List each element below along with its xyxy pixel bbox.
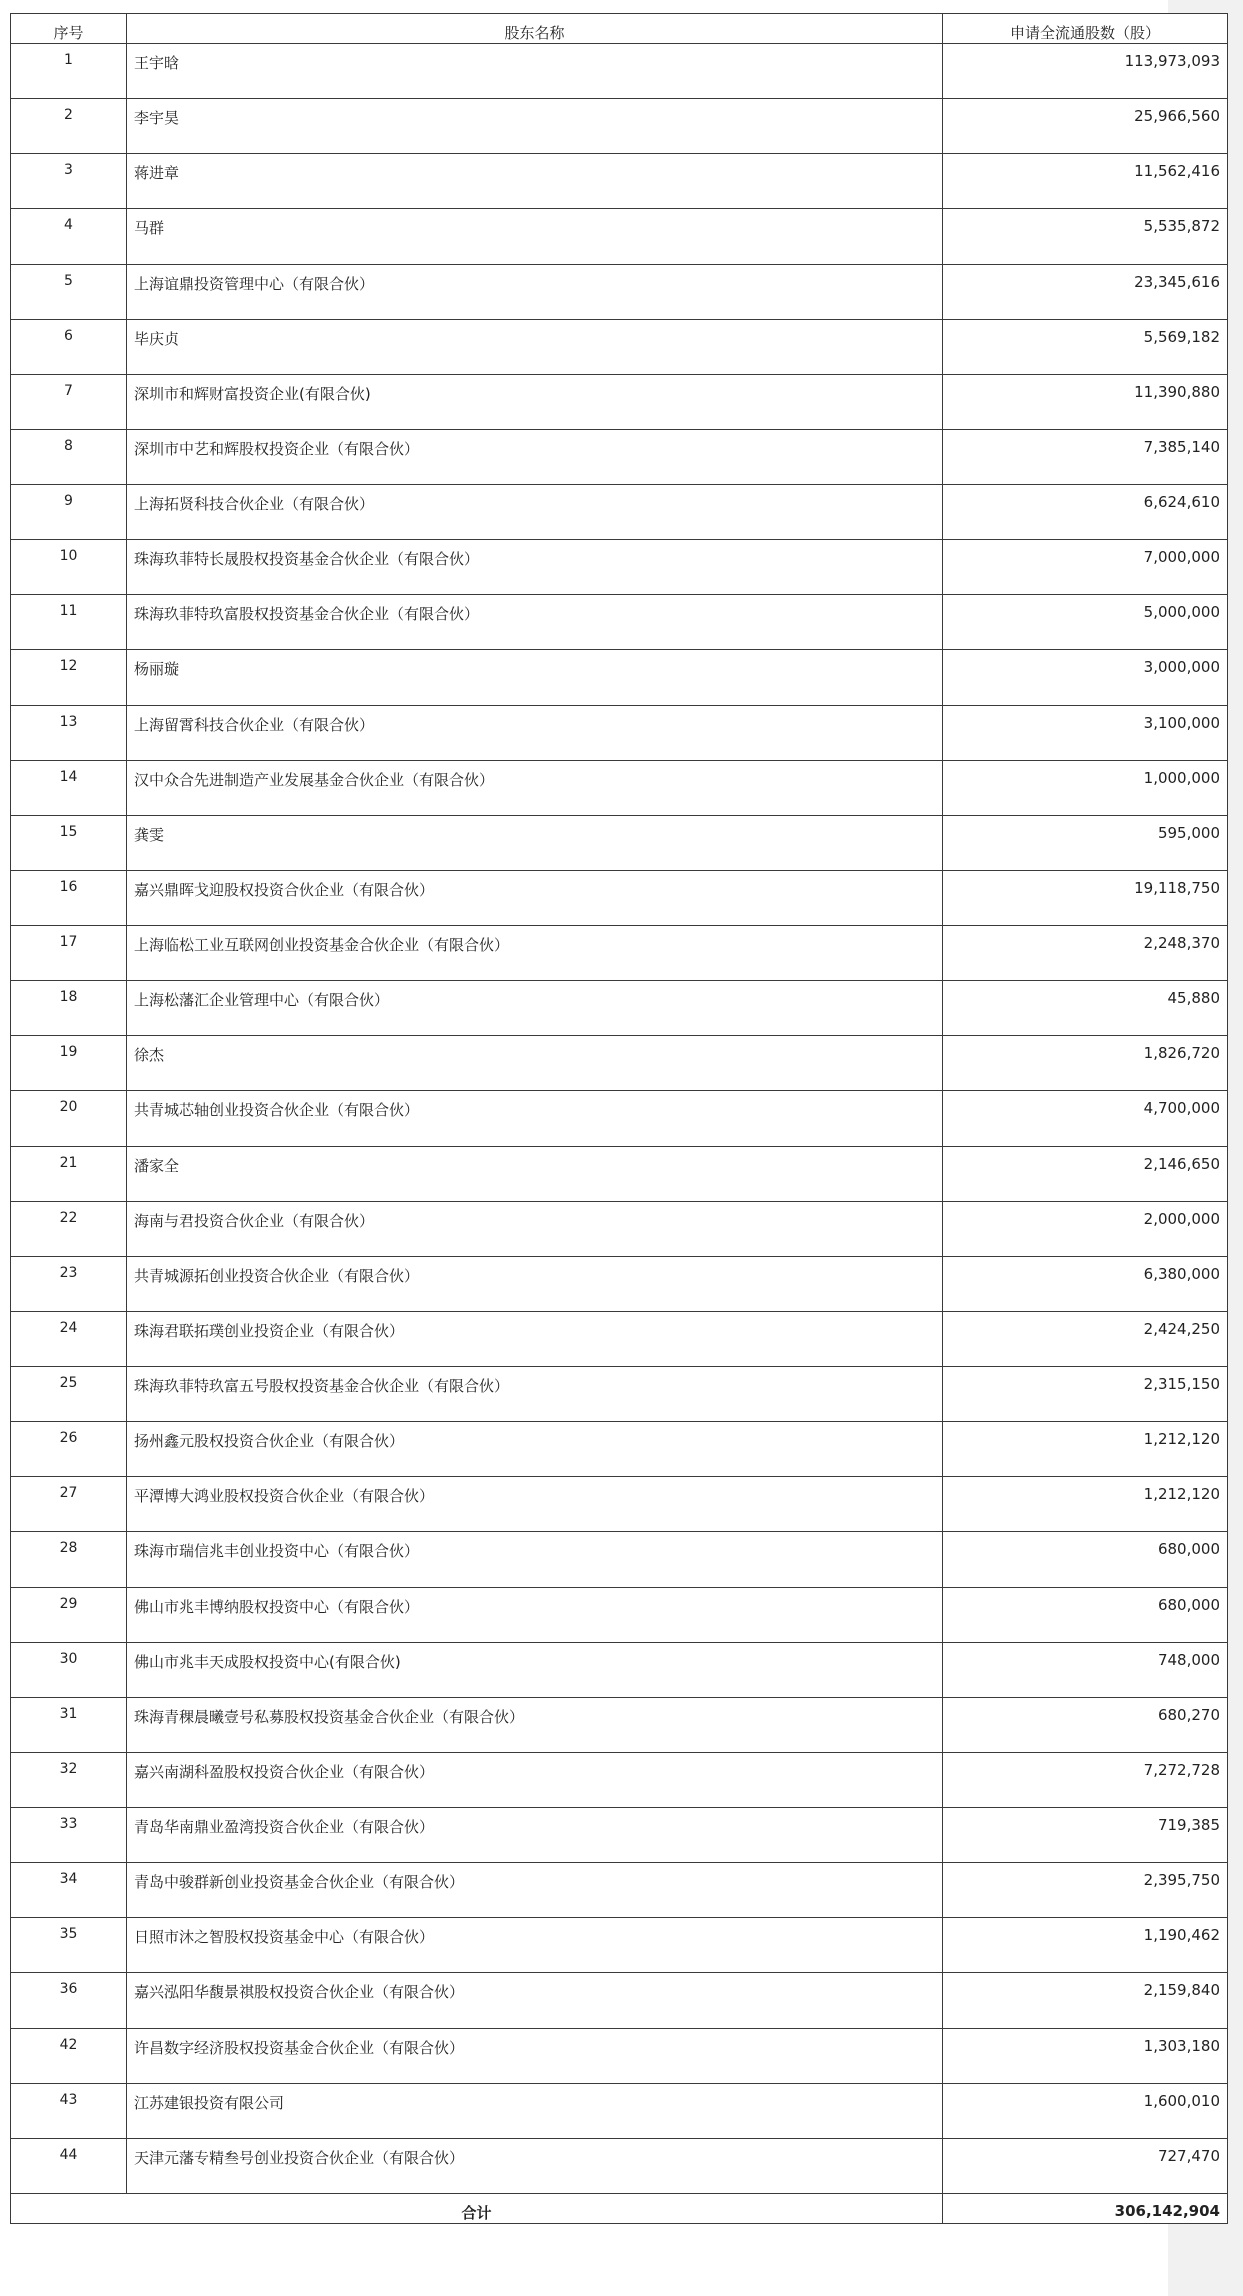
row-shareholder-name: 珠海玖菲特长晟股权投资基金合伙企业（有限合伙） bbox=[127, 540, 943, 595]
row-shareholder-name: 马群 bbox=[127, 209, 943, 264]
table-row bbox=[11, 154, 1228, 209]
row-index: 24 bbox=[11, 1311, 127, 1366]
row-shareholder-name: 毕庆贞 bbox=[127, 319, 943, 374]
table-row bbox=[11, 1587, 1228, 1642]
table-row bbox=[11, 319, 1228, 374]
row-shares: 1,000,000 bbox=[943, 760, 1228, 815]
table-row bbox=[11, 2138, 1228, 2193]
row-shareholder-name: 江苏建银投资有限公司 bbox=[127, 2083, 943, 2138]
table-row bbox=[11, 1201, 1228, 1256]
row-index: 42 bbox=[11, 2028, 127, 2083]
row-index: 33 bbox=[11, 1808, 127, 1863]
row-index: 36 bbox=[11, 1973, 127, 2028]
row-index: 34 bbox=[11, 1863, 127, 1918]
row-index: 18 bbox=[11, 981, 127, 1036]
table-row bbox=[11, 1422, 1228, 1477]
row-shareholder-name: 平潭博大鸿业股权投资合伙企业（有限合伙） bbox=[127, 1477, 943, 1532]
row-shareholder-name: 上海留霄科技合伙企业（有限合伙） bbox=[127, 705, 943, 760]
row-shares: 680,000 bbox=[943, 1587, 1228, 1642]
row-index: 43 bbox=[11, 2083, 127, 2138]
row-index: 32 bbox=[11, 1752, 127, 1807]
row-shares: 5,000,000 bbox=[943, 595, 1228, 650]
row-shares: 595,000 bbox=[943, 815, 1228, 870]
total-row bbox=[11, 2194, 1228, 2224]
row-shares: 1,826,720 bbox=[943, 1036, 1228, 1091]
row-shares: 5,535,872 bbox=[943, 209, 1228, 264]
shareholder-table bbox=[10, 13, 1228, 2224]
table-row bbox=[11, 540, 1228, 595]
row-index: 25 bbox=[11, 1367, 127, 1422]
row-shares: 680,000 bbox=[943, 1532, 1228, 1587]
table-row bbox=[11, 1918, 1228, 1973]
table-row bbox=[11, 1697, 1228, 1752]
row-shareholder-name: 杨丽璇 bbox=[127, 650, 943, 705]
row-index: 15 bbox=[11, 815, 127, 870]
row-shareholder-name: 共青城源拓创业投资合伙企业（有限合伙） bbox=[127, 1256, 943, 1311]
row-shares: 3,100,000 bbox=[943, 705, 1228, 760]
table-row bbox=[11, 2083, 1228, 2138]
row-shareholder-name: 海南与君投资合伙企业（有限合伙） bbox=[127, 1201, 943, 1256]
table-row bbox=[11, 1091, 1228, 1146]
row-shareholder-name: 王宇晗 bbox=[127, 44, 943, 99]
row-shares: 2,315,150 bbox=[943, 1367, 1228, 1422]
row-shareholder-name: 李宇昊 bbox=[127, 99, 943, 154]
row-index: 35 bbox=[11, 1918, 127, 1973]
row-shareholder-name: 许昌数字经济股权投资基金合伙企业（有限合伙） bbox=[127, 2028, 943, 2083]
table-row bbox=[11, 2028, 1228, 2083]
row-shares: 1,212,120 bbox=[943, 1477, 1228, 1532]
table-row bbox=[11, 429, 1228, 484]
row-shareholder-name: 汉中众合先进制造产业发展基金合伙企业（有限合伙） bbox=[127, 760, 943, 815]
row-shares: 11,390,880 bbox=[943, 374, 1228, 429]
row-shareholder-name: 上海临松工业互联网创业投资基金合伙企业（有限合伙） bbox=[127, 926, 943, 981]
row-shares: 1,600,010 bbox=[943, 2083, 1228, 2138]
row-index: 28 bbox=[11, 1532, 127, 1587]
row-shareholder-name: 嘉兴鼎晖戈迎股权投资合伙企业（有限合伙） bbox=[127, 870, 943, 925]
table-row bbox=[11, 760, 1228, 815]
row-index: 9 bbox=[11, 485, 127, 540]
row-index: 6 bbox=[11, 319, 127, 374]
row-shareholder-name: 珠海青稞晨曦壹号私募股权投资基金合伙企业（有限合伙） bbox=[127, 1697, 943, 1752]
row-shareholder-name: 潘家全 bbox=[127, 1146, 943, 1201]
row-shares: 2,424,250 bbox=[943, 1311, 1228, 1366]
row-index: 1 bbox=[11, 44, 127, 99]
row-shareholder-name: 佛山市兆丰天成股权投资中心(有限合伙) bbox=[127, 1642, 943, 1697]
row-shares: 11,562,416 bbox=[943, 154, 1228, 209]
row-index: 29 bbox=[11, 1587, 127, 1642]
row-shares: 1,212,120 bbox=[943, 1422, 1228, 1477]
table-row bbox=[11, 99, 1228, 154]
table-row bbox=[11, 1036, 1228, 1091]
row-shares: 23,345,616 bbox=[943, 264, 1228, 319]
row-shares: 25,966,560 bbox=[943, 99, 1228, 154]
row-shareholder-name: 珠海玖菲特玖富股权投资基金合伙企业（有限合伙） bbox=[127, 595, 943, 650]
row-shares: 1,303,180 bbox=[943, 2028, 1228, 2083]
table-row bbox=[11, 926, 1228, 981]
row-index: 14 bbox=[11, 760, 127, 815]
row-shareholder-name: 佛山市兆丰博纳股权投资中心（有限合伙） bbox=[127, 1587, 943, 1642]
row-shares: 6,380,000 bbox=[943, 1256, 1228, 1311]
row-shares: 1,190,462 bbox=[943, 1918, 1228, 1973]
table-row bbox=[11, 1477, 1228, 1532]
row-shareholder-name: 扬州鑫元股权投资合伙企业（有限合伙） bbox=[127, 1422, 943, 1477]
table-body bbox=[11, 44, 1228, 2194]
table-row bbox=[11, 264, 1228, 319]
header-index: 序号 bbox=[11, 14, 127, 44]
row-shareholder-name: 上海松藩汇企业管理中心（有限合伙） bbox=[127, 981, 943, 1036]
row-index: 16 bbox=[11, 870, 127, 925]
table-row bbox=[11, 815, 1228, 870]
row-index: 2 bbox=[11, 99, 127, 154]
row-index: 21 bbox=[11, 1146, 127, 1201]
table-row bbox=[11, 1367, 1228, 1422]
table-row bbox=[11, 1863, 1228, 1918]
row-shares: 2,248,370 bbox=[943, 926, 1228, 981]
total-label: 合计 bbox=[11, 2194, 943, 2224]
row-shares: 748,000 bbox=[943, 1642, 1228, 1697]
table-row bbox=[11, 1642, 1228, 1697]
row-shares: 2,000,000 bbox=[943, 1201, 1228, 1256]
header-shares: 申请全流通股数（股） bbox=[943, 14, 1228, 44]
table-row bbox=[11, 1808, 1228, 1863]
table-row bbox=[11, 1146, 1228, 1201]
row-shareholder-name: 珠海市瑞信兆丰创业投资中心（有限合伙） bbox=[127, 1532, 943, 1587]
total-shares: 306,142,904 bbox=[943, 2194, 1228, 2224]
table-row bbox=[11, 374, 1228, 429]
table-row bbox=[11, 981, 1228, 1036]
row-shares: 113,973,093 bbox=[943, 44, 1228, 99]
row-index: 23 bbox=[11, 1256, 127, 1311]
row-shares: 680,270 bbox=[943, 1697, 1228, 1752]
table-header-row bbox=[11, 14, 1228, 44]
row-shares: 7,385,140 bbox=[943, 429, 1228, 484]
row-index: 13 bbox=[11, 705, 127, 760]
row-shares: 3,000,000 bbox=[943, 650, 1228, 705]
table-row bbox=[11, 1311, 1228, 1366]
row-shares: 727,470 bbox=[943, 2138, 1228, 2193]
row-index: 20 bbox=[11, 1091, 127, 1146]
row-shareholder-name: 徐杰 bbox=[127, 1036, 943, 1091]
row-shares: 2,146,650 bbox=[943, 1146, 1228, 1201]
row-shareholder-name: 共青城芯轴创业投资合伙企业（有限合伙） bbox=[127, 1091, 943, 1146]
table-row bbox=[11, 870, 1228, 925]
row-index: 12 bbox=[11, 650, 127, 705]
table-row bbox=[11, 1973, 1228, 2028]
table-row bbox=[11, 1752, 1228, 1807]
row-index: 31 bbox=[11, 1697, 127, 1752]
row-index: 3 bbox=[11, 154, 127, 209]
row-shareholder-name: 嘉兴泓阳华馥景祺股权投资合伙企业（有限合伙） bbox=[127, 1973, 943, 2028]
row-shareholder-name: 珠海玖菲特玖富五号股权投资基金合伙企业（有限合伙） bbox=[127, 1367, 943, 1422]
row-index: 44 bbox=[11, 2138, 127, 2193]
row-shares: 45,880 bbox=[943, 981, 1228, 1036]
row-shares: 5,569,182 bbox=[943, 319, 1228, 374]
table-row bbox=[11, 595, 1228, 650]
row-shareholder-name: 日照市沐之智股权投资基金中心（有限合伙） bbox=[127, 1918, 943, 1973]
row-shareholder-name: 青岛华南鼎业盈湾投资合伙企业（有限合伙） bbox=[127, 1808, 943, 1863]
row-index: 17 bbox=[11, 926, 127, 981]
row-index: 11 bbox=[11, 595, 127, 650]
row-index: 5 bbox=[11, 264, 127, 319]
row-index: 4 bbox=[11, 209, 127, 264]
table-row bbox=[11, 705, 1228, 760]
row-shares: 19,118,750 bbox=[943, 870, 1228, 925]
row-shares: 6,624,610 bbox=[943, 485, 1228, 540]
table-row bbox=[11, 44, 1228, 99]
row-shareholder-name: 珠海君联拓璞创业投资企业（有限合伙） bbox=[127, 1311, 943, 1366]
row-shareholder-name: 嘉兴南湖科盈股权投资合伙企业（有限合伙） bbox=[127, 1752, 943, 1807]
row-shareholder-name: 深圳市和辉财富投资企业(有限合伙) bbox=[127, 374, 943, 429]
row-shares: 2,395,750 bbox=[943, 1863, 1228, 1918]
row-index: 27 bbox=[11, 1477, 127, 1532]
table-row bbox=[11, 209, 1228, 264]
row-shares: 4,700,000 bbox=[943, 1091, 1228, 1146]
table-row bbox=[11, 1532, 1228, 1587]
row-shareholder-name: 龚雯 bbox=[127, 815, 943, 870]
header-shareholder-name: 股东名称 bbox=[127, 14, 943, 44]
table-row bbox=[11, 650, 1228, 705]
row-index: 7 bbox=[11, 374, 127, 429]
row-shareholder-name: 上海拓贤科技合伙企业（有限合伙） bbox=[127, 485, 943, 540]
table-row bbox=[11, 1256, 1228, 1311]
row-index: 10 bbox=[11, 540, 127, 595]
row-shareholder-name: 青岛中骏群新创业投资基金合伙企业（有限合伙） bbox=[127, 1863, 943, 1918]
row-shares: 719,385 bbox=[943, 1808, 1228, 1863]
row-shareholder-name: 天津元藩专精叁号创业投资合伙企业（有限合伙） bbox=[127, 2138, 943, 2193]
row-shares: 7,000,000 bbox=[943, 540, 1228, 595]
row-shareholder-name: 蒋进章 bbox=[127, 154, 943, 209]
row-index: 26 bbox=[11, 1422, 127, 1477]
row-shareholder-name: 上海谊鼎投资管理中心（有限合伙） bbox=[127, 264, 943, 319]
row-shareholder-name: 深圳市中艺和辉股权投资企业（有限合伙） bbox=[127, 429, 943, 484]
table-row bbox=[11, 485, 1228, 540]
row-shares: 7,272,728 bbox=[943, 1752, 1228, 1807]
row-index: 22 bbox=[11, 1201, 127, 1256]
row-index: 8 bbox=[11, 429, 127, 484]
row-shares: 2,159,840 bbox=[943, 1973, 1228, 2028]
row-index: 19 bbox=[11, 1036, 127, 1091]
row-index: 30 bbox=[11, 1642, 127, 1697]
